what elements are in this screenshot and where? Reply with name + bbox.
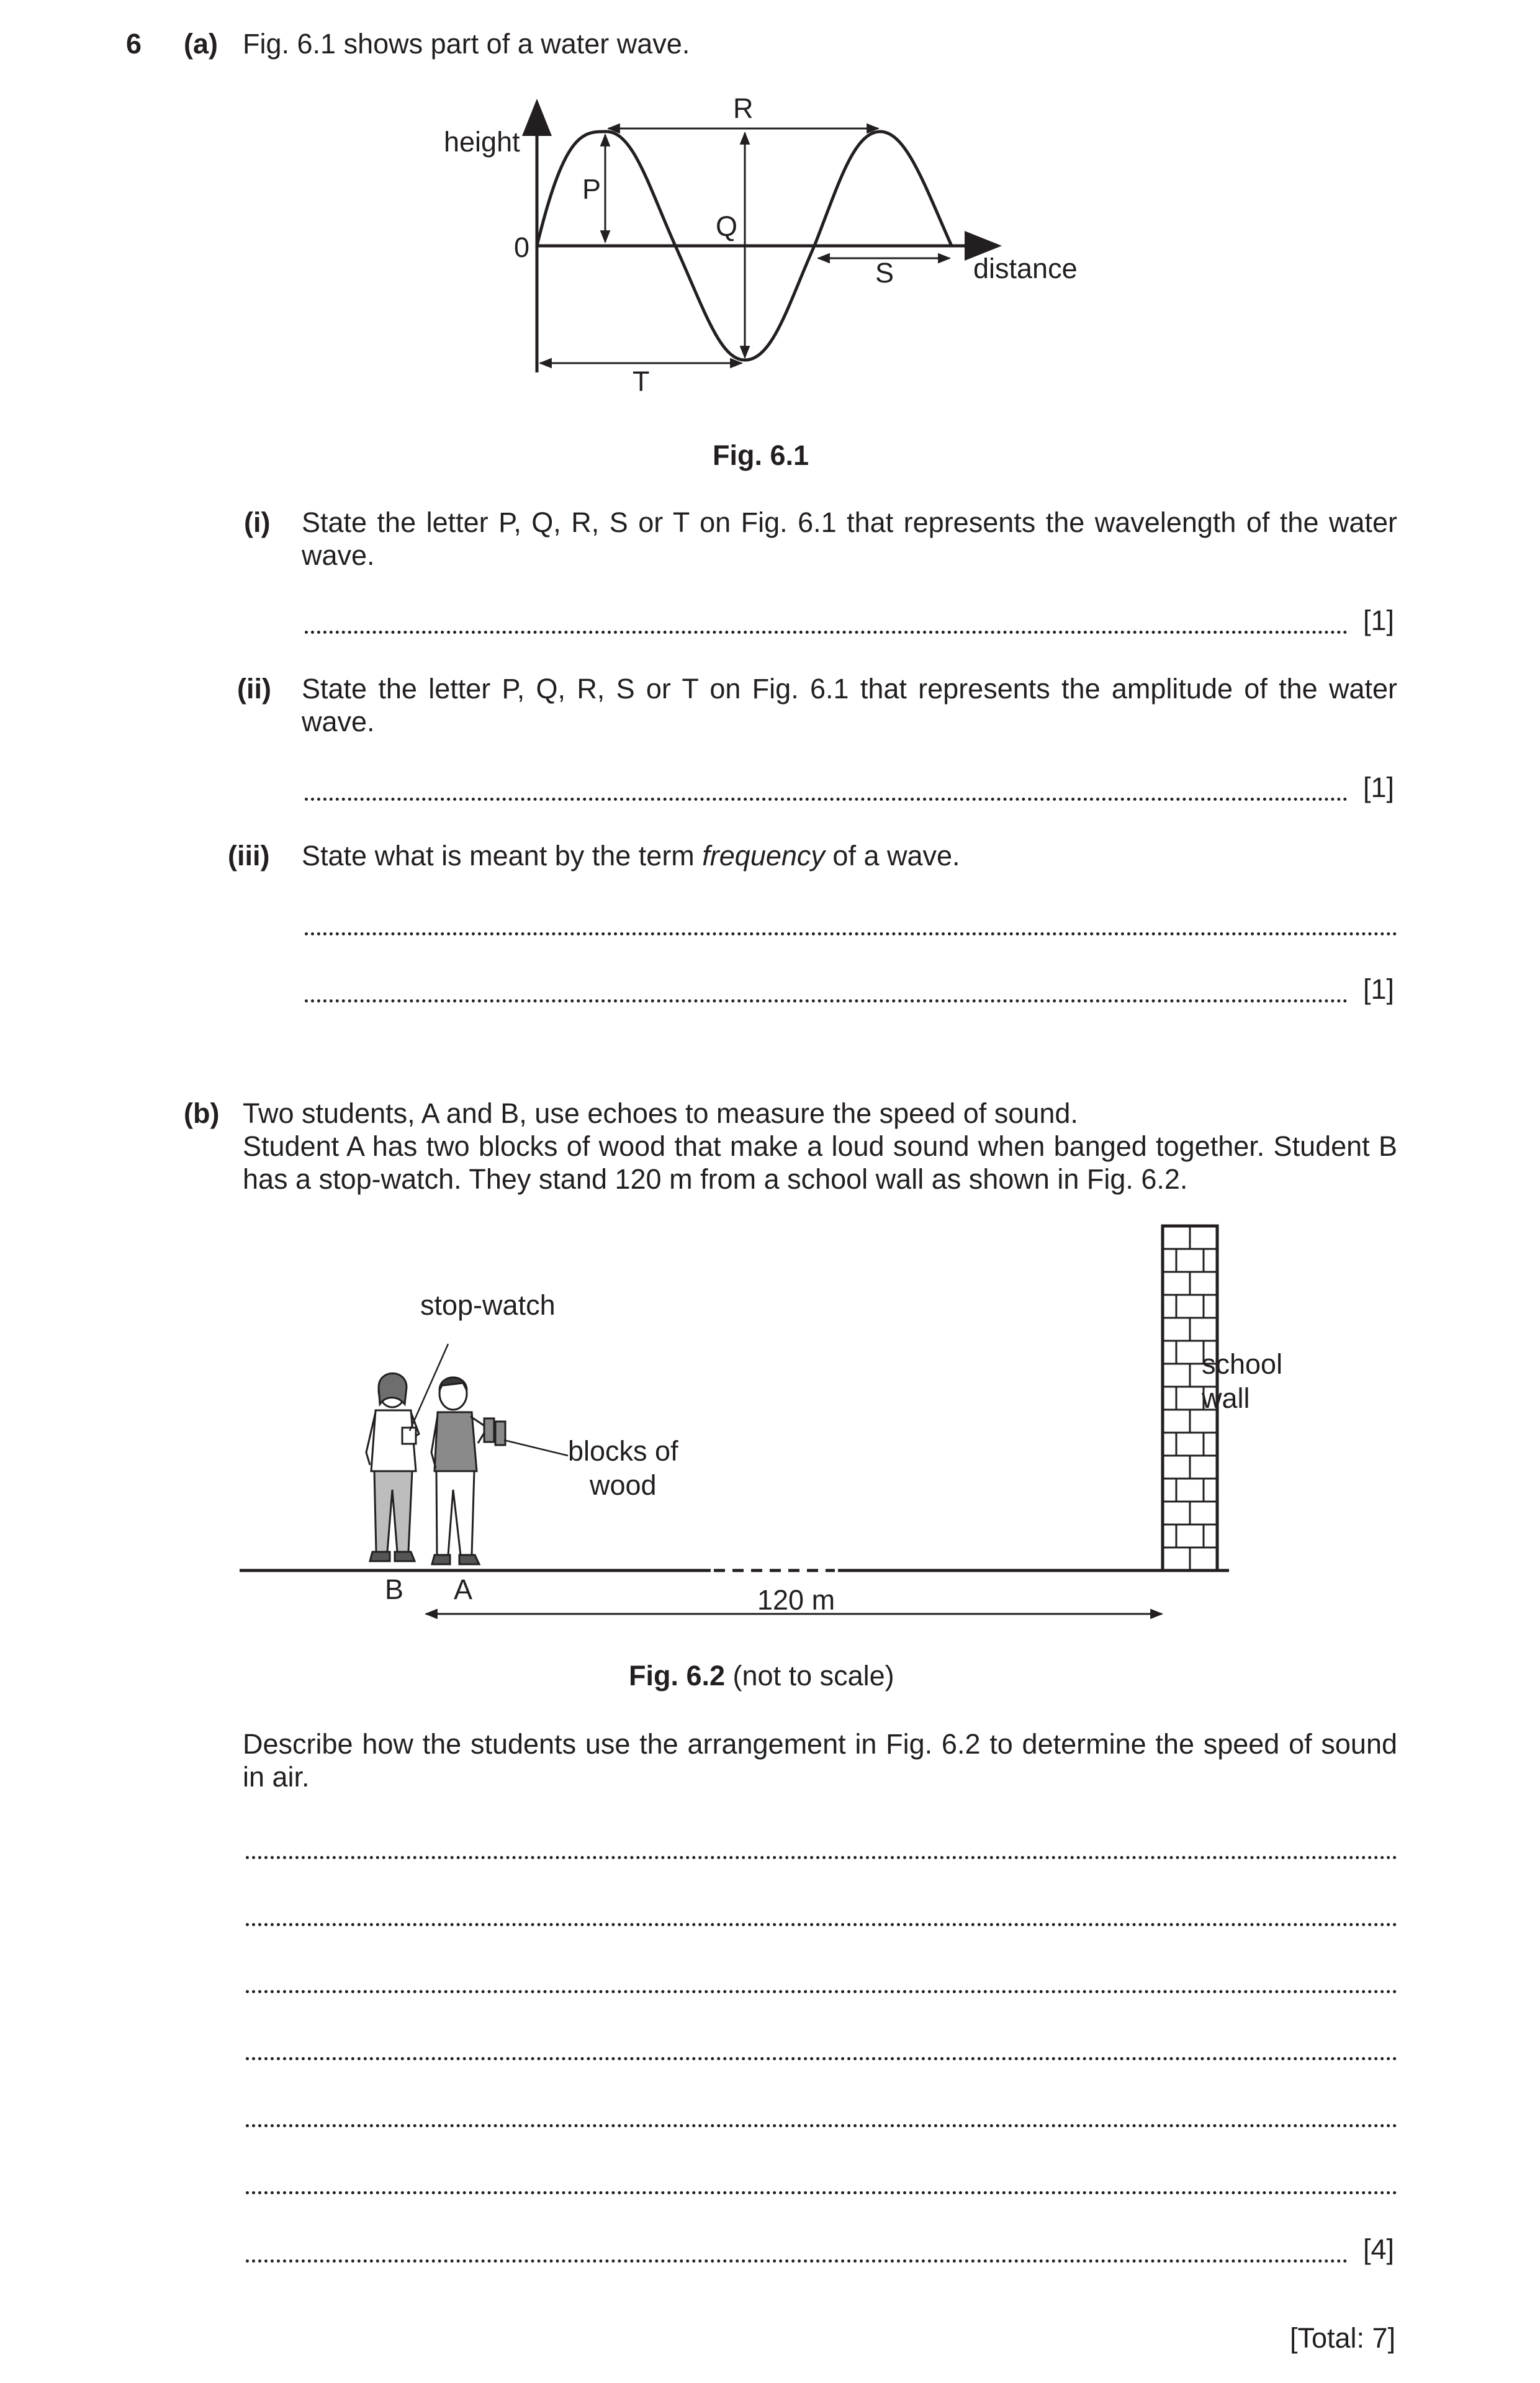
x-axis-label: distance [973, 253, 1078, 284]
sub-iii-text: State what is meant by the term frequency of a wave. [302, 840, 960, 872]
answer-line-b-4[interactable] [246, 2057, 1397, 2060]
label-s: S [875, 257, 894, 289]
mark-b: [4] [1363, 2233, 1395, 2265]
total-marks: [Total: 7] [1290, 2322, 1396, 2354]
answer-line-b-1[interactable] [246, 1856, 1397, 1859]
blocks-leader [504, 1440, 568, 1456]
fig-6-1-caption: Fig. 6.1 [713, 439, 809, 471]
sub-i-label: (i) [244, 507, 271, 538]
answer-line-i[interactable] [305, 631, 1348, 634]
answer-line-b-3[interactable] [246, 1990, 1397, 1993]
sub-iii-label: (iii) [228, 840, 270, 872]
part-b-line2: Student A has two blocks of wood that make a loud sound when banged together. Student B has a stop-watch. They stand 120 m from a school wall as shown in Fig. 6.2. [243, 1130, 1397, 1195]
student-b-label: B [385, 1574, 404, 1605]
sub-ii-label: (ii) [237, 673, 271, 705]
distance-label: 120 m [757, 1584, 835, 1616]
part-b-label: (b) [184, 1097, 220, 1129]
echo-figure [0, 1210, 1540, 1645]
blocks-label-1: blocks of [568, 1435, 678, 1467]
label-p: P [582, 173, 601, 205]
blocks-label-2: wood [590, 1469, 657, 1501]
y-axis-label: height [444, 126, 520, 158]
label-r: R [733, 92, 754, 124]
origin-label: 0 [514, 232, 530, 263]
answer-line-b-6[interactable] [246, 2191, 1397, 2194]
part-a-label: (a) [184, 28, 218, 60]
answer-line-iii-1[interactable] [305, 932, 1397, 935]
question-number: 6 [126, 28, 142, 60]
student-b-figure [366, 1374, 419, 1562]
part-a-intro: Fig. 6.1 shows part of a water wave. [243, 28, 690, 60]
fig-6-2-caption: Fig. 6.2 (not to scale) [629, 1660, 894, 1692]
label-q: Q [716, 210, 738, 242]
stopwatch-label: stop-watch [420, 1289, 556, 1321]
answer-line-ii[interactable] [305, 798, 1348, 801]
mark-ii: [1] [1363, 772, 1395, 803]
mark-iii: [1] [1363, 973, 1395, 1005]
sub-i-text: State the letter P, Q, R, S or T on Fig. 6.1 that represents the wavelength of the water wave. [302, 507, 1397, 571]
sub-ii-text: State the letter P, Q, R, S or T on Fig. 6.1 that represents the amplitude of the water wave. [302, 673, 1397, 737]
wall-label-1: school [1202, 1348, 1283, 1380]
part-b-line1: Two students, A and B, use echoes to measure the speed of sound. [243, 1097, 1078, 1129]
answer-line-b-7[interactable] [246, 2259, 1348, 2263]
describe-text: Describe how the students use the arrangement in Fig. 6.2 to determine the speed of sound in air. [243, 1728, 1397, 1793]
wall-label-2: wall [1202, 1382, 1250, 1414]
answer-line-iii-2[interactable] [305, 999, 1348, 1002]
label-t: T [633, 366, 650, 397]
answer-line-b-5[interactable] [246, 2124, 1397, 2127]
student-a-label: A [454, 1574, 473, 1605]
mark-i: [1] [1363, 605, 1395, 636]
student-a-figure [431, 1377, 505, 1564]
answer-line-b-2[interactable] [246, 1923, 1397, 1926]
wave-figure [0, 0, 1540, 447]
